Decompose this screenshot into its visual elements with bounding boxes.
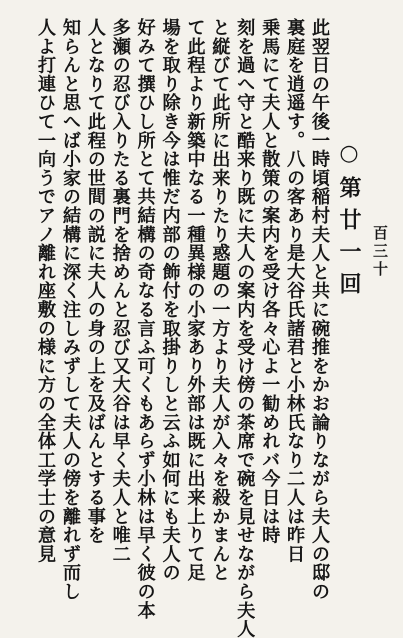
text-column: 人となりて此程の世間の説に夫人の身の上を及ばんとする事を	[84, 18, 106, 545]
page-number: 百三十	[371, 225, 389, 279]
body-text	[32, 18, 331, 638]
text-column: 乗馬にて夫人と散策の案内を受け各々心よ一勧めれバ今日は時	[259, 18, 281, 545]
text-column: と縦びて此所に出来りたり惑題の一方より夫人が入々を殺かまんと	[209, 18, 231, 582]
text-column: 知らんと思へば小家の結構に深く注しみずして夫人の傍を離れず而し	[59, 18, 81, 601]
text-column: 此翌日の午後一時頃稲村夫人と共に碗推をかお論りながら夫人の邸の	[309, 18, 330, 601]
text-column: 人よ打連ひて一向うでアノ離れ座敷の様に方の全体工学士の意見	[35, 18, 57, 564]
chapter-heading: ○第廿一回	[336, 140, 362, 304]
text-column: 場を取り除き今は惟だ内部の飾付を取掛りしと云ふ如何にも夫人の	[159, 18, 181, 582]
text-column: て此程より新築中なる一種異様の小家あり外部は既に出来上りて足	[184, 18, 206, 582]
text-column: 多瀬の忍び入りたる裏門を捨めんと忍び又大谷は早く夫人と唯二	[109, 18, 131, 564]
text-column: 好みて撰ひし所とて共結構の奇なる言ふ可くもあらず小林は早く彼の本	[134, 18, 156, 620]
text-column: 裏庭を逍遥す。八の客あり是大谷氏諸君と小林氏なり二人は昨日	[284, 18, 306, 564]
text-column: 刻を過へ守と酷来り既に夫人の案内を受け傍の茶席で碗を見せながら夫人	[234, 18, 256, 638]
